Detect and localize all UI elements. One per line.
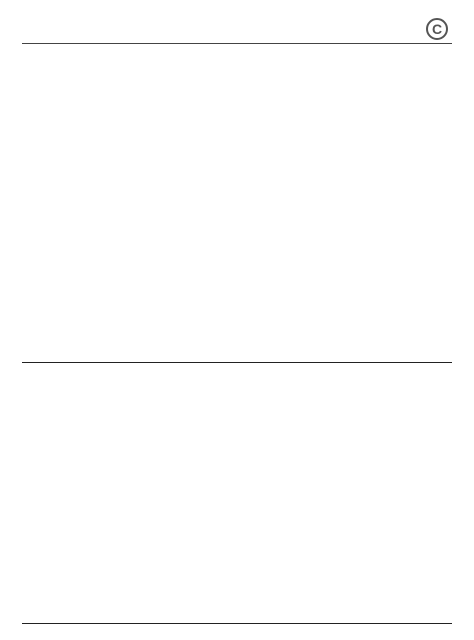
table-right-panel	[241, 363, 452, 623]
journal-logo-icon: C	[426, 18, 448, 40]
table-left-panel	[22, 363, 233, 623]
data-table	[22, 362, 452, 624]
article-body	[22, 50, 452, 390]
running-header	[22, 14, 452, 44]
right-column	[243, 50, 452, 390]
left-column	[22, 50, 231, 390]
journal-masthead	[426, 18, 452, 40]
